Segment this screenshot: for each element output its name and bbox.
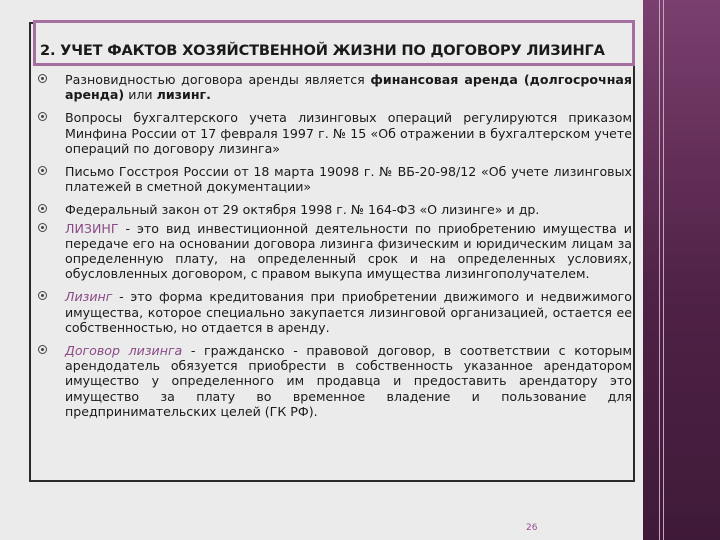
page-number: 26 xyxy=(526,523,538,533)
item-term: ЛИЗИНГ xyxy=(65,220,119,236)
list-item xyxy=(38,289,632,335)
item-text: Федеральный закон от 29 октября 1998 г. № 164-ФЗ «О лизинге» и др. xyxy=(65,202,540,218)
list-item xyxy=(38,164,632,194)
slide-title: 2. УЧЕТ ФАКТОВ ХОЗЯЙСТВЕННОЙ ЖИЗНИ ПО ДОГОВОРУ ЛИЗИНГА xyxy=(40,42,605,59)
circle-bullet-icon xyxy=(38,223,47,232)
item-text: Разновидностью договора аренды является xyxy=(65,72,371,87)
item-text: - это форма кредитования при приобретении движимого и недвижимого имущества, которое специально закупается лизинговой организацией, остается ее собственностью, но отдается в аренду. xyxy=(65,289,632,335)
circle-bullet-icon xyxy=(38,74,47,83)
item-term: Лизинг xyxy=(65,289,113,305)
circle-bullet-icon xyxy=(38,291,47,300)
panel-stripe xyxy=(663,0,664,540)
bullet-list xyxy=(38,72,632,427)
item-text: Вопросы бухгалтерского учета лизинговых операций регулируются приказом Минфина России от 17 февраля 1997 г. № 15 «Об отражении в бухгалтерском учете операций по договору лизинга» xyxy=(65,110,632,156)
circle-bullet-icon xyxy=(38,112,47,121)
list-item xyxy=(38,221,632,282)
item-term: лизинг. xyxy=(156,87,211,103)
circle-bullet-icon xyxy=(38,204,47,213)
list-item xyxy=(38,110,632,156)
item-text: - гражданско - правовой договор, в соответствии с которым арендодатель обязуется приобрести в собственность указанное арендатором имущество у определенного им продавца и предоставить арендатору это имущество за плату во временное владение и пользование для предпринимательских целей (ГК РФ). xyxy=(65,343,632,419)
item-text: Письмо Госстроя России от 18 марта 19098 г. № ВБ-20-98/12 «Об учете лизинговых платежей в сметной документации» xyxy=(65,164,632,195)
circle-bullet-icon xyxy=(38,166,47,175)
list-item xyxy=(38,202,632,217)
list-item xyxy=(38,343,632,419)
panel-stripe xyxy=(659,0,660,540)
decorative-side-panel xyxy=(643,0,720,540)
item-term: Договор лизинга xyxy=(65,343,183,359)
item-text: - это вид инвестиционной деятельности по приобретению имущества и передаче его на основании договора лизинга физическим и юридическим лицам за определенную плату, на определенный срок и на определенных условиях, обусловленных договором, с правом выкупа имущества лизингополучателем. xyxy=(65,220,632,282)
circle-bullet-icon xyxy=(38,345,47,354)
item-text: или xyxy=(124,87,157,103)
item-term: финансовая аренда (долгосрочная аренда) xyxy=(65,72,633,103)
list-item xyxy=(38,72,632,102)
